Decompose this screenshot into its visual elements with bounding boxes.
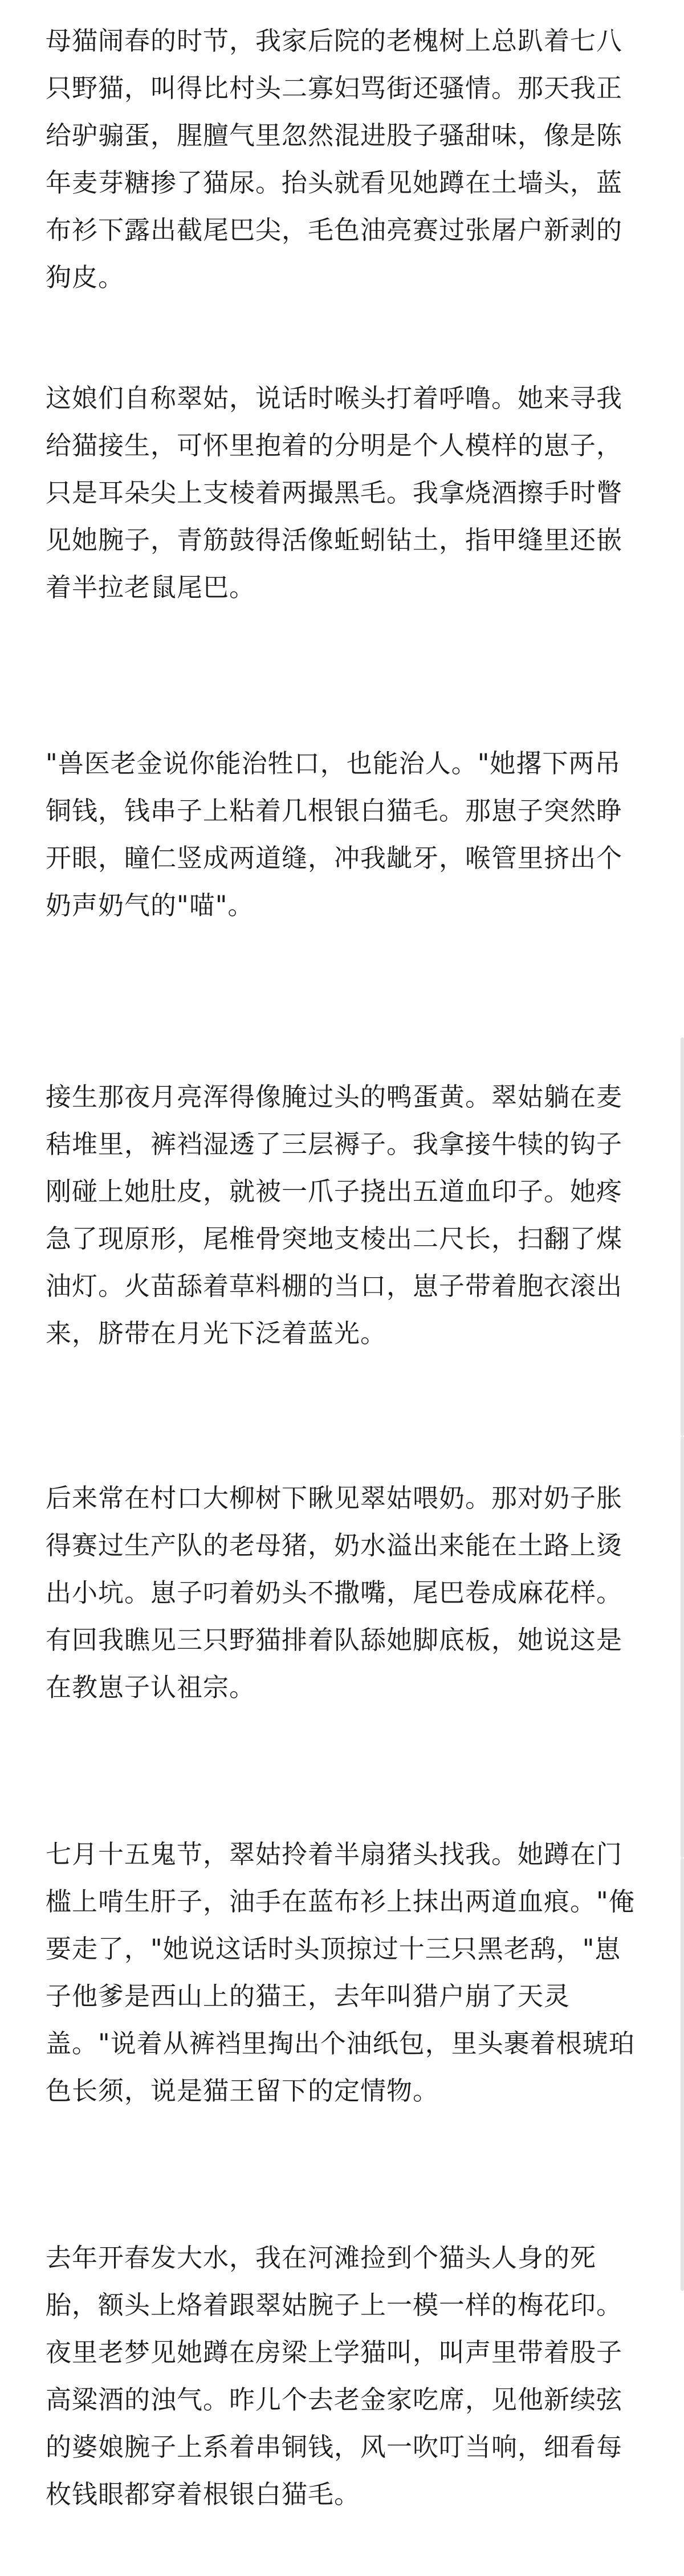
paragraph-5: 后来常在村口大柳树下瞅见翠姑喂奶。那对奶子胀得赛过生产队的老母猪，奶水溢出来能在土路上烫出小坑。崽子叼着奶头不撒嘴，尾巴卷成麻花样。有回我瞧见三只野猫排着队舔她脚底板，她说这是在教崽子认祖宗。 (46, 1483, 623, 1702)
paragraph-4: 接生那夜月亮浑得像腌过头的鸭蛋黄。翠姑躺在麦秸堆里，裤裆湿透了三层褥子。我拿接牛犊的钩子刚碰上她肚皮，就被一爪子挠出五道血印子。她疼急了现原形，尾椎骨突地支棱出二尺长，扫翻了煤油灯。火苗舔着草料棚的当口，崽子带着胞衣滚出来，脐带在月光下泛着蓝光。 (46, 1082, 623, 1348)
paragraph-6: 七月十五鬼节，翠姑拎着半扇猪头找我。她蹲在门槛上啃生肝子，油手在蓝布衫上抹出两道血痕。"俺要走了，"她说这话时头顶掠过十三只黑老鸹，"崽子他爹是西山上的猫王，去年叫猎户崩了天灵盖。"说着从裤裆里掏出个油纸包，里头裹着根琥珀色长须，说是猫王留下的定情物。 (46, 1839, 635, 2106)
scroll-track-mark (681, 1858, 684, 2291)
paragraph-7: 去年开春发大水，我在河滩捡到个猫头人身的死胎，额头上烙着跟翠姑腕子上一模一样的梅花印。夜里老梦见她蹲在房梁上学猫叫，叫声里带着股子高粱酒的浊气。昨儿个去老金家吃席，见他新续弦的婆娘腕子上系着串铜钱，风一吹叮当响，细看每枚钱眼都穿着根银白猫毛。 (46, 2243, 623, 2509)
scroll-track-mark (681, 1037, 684, 1436)
scroll-track-mark (681, 1436, 684, 1858)
paragraph-3: "兽医老金说你能治牲口，也能治人。"她撂下两吊铜钱，钱串子上粘着几根银白猫毛。那崽子突然睁开眼，瞳仁竖成两道缝，冲我龇牙，喉管里挤出个奶声奶气的"喵"。 (46, 748, 623, 920)
paragraph-1: 母猫闹春的时节，我家后院的老槐树上总趴着七八只野猫，叫得比村头二寡妇骂街还骚情。那天我正给驴骟蛋，腥膻气里忽然混进股子骚甜味，像是陈年麦芽糖掺了猫尿。抬头就看见她蹲在土墙头，蓝布衫下露出截尾巴尖，毛色油亮赛过张屠户新剥的狗皮。 (46, 26, 623, 292)
paragraph-2: 这娘们自称翠姑，说话时喉头打着呼噜。她来寻我给猫接生，可怀里抱着的分明是个人模样的崽子，只是耳朵尖上支棱着两撮黑毛。我拿烧酒擦手时瞥见她腕子，青筋鼓得活像蚯蚓钻土，指甲缝里还嵌着半拉老鼠尾巴。 (46, 383, 623, 602)
